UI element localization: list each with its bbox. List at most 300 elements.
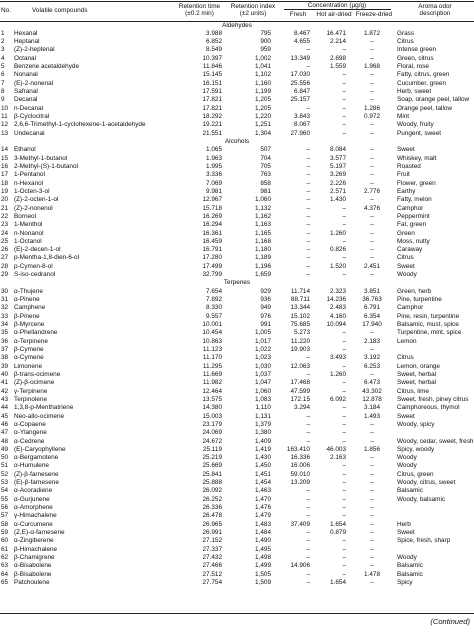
cell-hot-air-dried: – [342,88,346,96]
cell-no: 38 [1,354,9,362]
cell-compound: p-Cymen-8-ol [14,262,53,270]
cell-freeze-dried: – [370,487,374,495]
cell-fresh: 12.063 [290,362,310,370]
cell-no: 54 [1,487,9,495]
cell-compound: Benzene acetaldehyde [14,63,80,71]
table-row [0,196,474,204]
cell-fresh: 3.294 [294,404,310,412]
cell-freeze-dried: – [370,196,374,204]
cell-retention-index: 1,251 [255,121,271,129]
cell-compound: α-Gurjunene [14,495,50,503]
cell-hot-air-dried: – [342,79,346,87]
cell-hot-air-dried: 4.160 [330,312,346,320]
cell-odor: Sweet, herbal [397,379,437,387]
cell-freeze-dried: 43.302 [362,387,382,395]
cell-retention-index: 1,205 [255,104,271,112]
cell-odor: Pine, resin, turpentine [397,312,460,320]
cell-compound: Limonene [14,362,43,370]
cell-hot-air-dried: 2.483 [330,304,346,312]
cell-retention-index: 1,189 [255,254,271,262]
cell-retention-time: 18.292 [202,113,222,121]
cell-no: 37 [1,345,9,353]
cell-fresh: 15.102 [290,312,310,320]
table-row [0,571,474,579]
cell-retention-index: 1,030 [255,362,271,370]
cell-hot-air-dried: 2.226 [330,179,346,187]
header-freeze-dried: Freeze-dried [355,11,393,18]
table-row [0,529,474,537]
cell-freeze-dried: 1.968 [364,63,380,71]
cell-fresh: – [306,271,310,279]
table-row [0,55,474,63]
cell-no: 60 [1,537,9,545]
cell-odor: Sweet [397,262,415,270]
cell-freeze-dried: – [370,479,374,487]
table-row [0,413,474,421]
cell-compound: γ-Terpinene [14,387,48,395]
cell-retention-time: 25.669 [202,462,222,470]
cell-fresh: – [306,204,310,212]
cell-fresh: – [306,370,310,378]
table-row [0,496,474,504]
cell-compound: Octanal [14,54,37,62]
table-row [0,363,474,371]
cell-retention-index: 1,199 [255,88,271,96]
cell-compound: Camphene [14,304,46,312]
cell-odor: Balsamic [397,570,423,578]
cell-retention-index: 704 [260,154,271,162]
cell-freeze-dried: 36.763 [362,296,382,304]
table-row [0,80,474,88]
table-row [0,404,474,412]
cell-freeze-dried: – [370,578,374,586]
cell-hot-air-dried: – [342,553,346,561]
cell-retention-time: 26.336 [202,504,222,512]
group-heading: Aldehydes [222,21,252,29]
cell-hot-air-dried: – [342,470,346,478]
cell-fresh: – [306,196,310,204]
cell-retention-time: 7.892 [206,296,222,304]
cell-retention-index: 1,060 [255,387,271,395]
cell-retention-time: 27.512 [202,570,222,578]
cell-no: 42 [1,387,9,395]
cell-freeze-dried: – [370,537,374,545]
table-row [0,512,474,520]
cell-odor: Fruit [397,171,410,179]
table-row [0,462,474,470]
cell-retention-index: 1,163 [255,221,271,229]
cell-no: 3 [1,46,5,54]
cell-hot-air-dried: 3.577 [330,154,346,162]
table-row [0,429,474,437]
cell-fresh: 88.711 [290,296,310,304]
cell-freeze-dried: 6.354 [364,312,380,320]
cell-retention-index: 1,102 [255,71,271,79]
cell-hot-air-dried: – [342,96,346,104]
cell-odor: Green [397,229,415,237]
cell-odor: Earthy [397,187,416,195]
cell-hot-air-dried: 1.430 [330,196,346,204]
cell-hot-air-dried: 1.559 [330,63,346,71]
cell-freeze-dried: – [370,345,374,353]
cell-freeze-dried: – [370,46,374,54]
cell-no: 18 [1,179,9,187]
cell-retention-time: 27.432 [202,553,222,561]
cell-compound: β-Pinene [14,312,40,320]
cell-odor: Citrus, lime [397,387,429,395]
cell-no: 50 [1,454,9,462]
cell-retention-time: 17.499 [202,262,222,270]
cell-no: 32 [1,304,9,312]
cell-retention-index: 1,419 [255,445,271,453]
cell-compound: S-iso-cedranol [14,271,56,279]
cell-no: 24 [1,229,9,237]
cell-retention-index: 1,196 [255,262,271,270]
cell-no: 13 [1,129,9,137]
cell-retention-time: 16.151 [202,79,222,87]
cell-no: 58 [1,520,9,528]
cell-fresh: 11.220 [290,337,310,345]
cell-retention-index: 1,002 [255,54,271,62]
cell-no: 7 [1,79,5,87]
cell-freeze-dried: – [370,329,374,337]
cell-no: 48 [1,437,9,445]
cell-retention-time: 10.001 [202,321,222,329]
cell-no: 10 [1,104,9,112]
cell-retention-time: 17.591 [202,88,222,96]
cell-hot-air-dried: – [342,254,346,262]
cell-retention-index: 936 [260,296,271,304]
cell-retention-time: 16.269 [202,212,222,220]
cell-retention-index: 1,037 [255,370,271,378]
cell-fresh: – [306,237,310,245]
cell-no: 64 [1,570,9,578]
cell-fresh: 16.006 [290,462,310,470]
cell-hot-air-dried: 46.003 [326,445,346,453]
cell-retention-time: 15.145 [202,71,222,79]
cell-hot-air-dried: – [342,487,346,495]
cell-odor: Woody, citrus, sweet [397,479,456,487]
table-row [0,479,474,487]
cell-hot-air-dried: – [342,212,346,220]
cell-fresh: – [306,187,310,195]
cell-hot-air-dried: 3.493 [330,354,346,362]
cell-hot-air-dried: 14.236 [326,296,346,304]
cell-hot-air-dried: – [342,545,346,553]
cell-retention-time: 16.361 [202,229,222,237]
cell-hot-air-dried: – [342,387,346,395]
cell-odor: Woody, balsamic [397,495,446,503]
cell-odor: Sweet [397,146,415,154]
cell-freeze-dried: – [370,246,374,254]
cell-no: 55 [1,495,9,503]
cell-compound: Terpinolene [14,395,48,403]
cell-hot-air-dried: – [342,537,346,545]
cell-freeze-dried: – [370,229,374,237]
cell-odor: Camphor [397,204,424,212]
cell-retention-index: 1,430 [255,454,271,462]
cell-retention-time: 25.119 [202,445,222,453]
cell-odor: Citrus [397,38,414,46]
cell-hot-air-dried: – [342,562,346,570]
cell-retention-index: 1,083 [255,395,271,403]
cell-fresh: 47.599 [290,387,310,395]
cell-retention-index: 1,490 [255,537,271,545]
cell-hot-air-dried: 16.471 [326,29,346,37]
cell-compound: α-Bisabolene [14,562,52,570]
cell-retention-time: 26.965 [202,520,222,528]
cell-freeze-dried: 12.878 [362,395,382,403]
cell-retention-index: 929 [260,287,271,295]
cell-compound: α-Cedrene [14,437,45,445]
cell-fresh: 25.157 [290,96,310,104]
table-row [0,96,474,104]
table-row [0,446,474,454]
cell-hot-air-dried: 1.260 [330,229,346,237]
cell-retention-time: 16.459 [202,237,222,245]
cell-compound: 1-Pentanol [14,171,45,179]
cell-retention-time: 11.295 [202,362,222,370]
cell-odor: Woody [397,462,417,470]
cell-retention-index: 1,379 [255,420,271,428]
table-row [0,371,474,379]
cell-freeze-dried: 3.184 [364,404,380,412]
cell-freeze-dried: – [370,495,374,503]
concentration-rule [284,9,391,10]
cell-freeze-dried: – [370,254,374,262]
cell-freeze-dried: – [370,212,374,220]
cell-odor: Sweet, herbal [397,370,437,378]
cell-retention-time: 10.454 [202,329,222,337]
cell-retention-index: 763 [260,171,271,179]
cell-odor: Woody, fruity [397,121,434,129]
cell-odor: Soap, orange peel, tallow [397,96,470,104]
cell-fresh: – [306,487,310,495]
cell-compound: 2-Methyl-(S)-1-butanol [14,162,78,170]
cell-freeze-dried: – [370,462,374,470]
table-row [0,346,474,354]
cell-no: 1 [1,29,5,37]
cell-odor: Herb, sweet [397,88,432,96]
header-odor-line2: description [419,10,451,17]
table-row [0,421,474,429]
cell-hot-air-dried: – [342,429,346,437]
cell-freeze-dried: 1.856 [364,445,380,453]
cell-compound: (E)-Caryophyllene [14,445,66,453]
table-row [0,562,474,570]
cell-no: 12 [1,121,9,129]
cell-compound: α-Copaene [14,420,46,428]
cell-retention-index: 1,060 [255,196,271,204]
table-row [0,130,474,138]
cell-freeze-dried: – [370,179,374,187]
cell-fresh: – [306,437,310,445]
cell-compound: Ethanol [14,146,36,154]
cell-retention-index: 949 [260,304,271,312]
cell-compound: γ-Himachalene [14,512,57,520]
cell-fresh: 5.273 [294,329,310,337]
cell-odor: Citrus [397,354,414,362]
cell-freeze-dried: 2.183 [364,337,380,345]
cell-freeze-dried: 1.286 [364,104,380,112]
cell-compound: β-Bisabolene [14,570,52,578]
cell-freeze-dried: – [370,71,374,79]
cell-no: 2 [1,38,5,46]
cell-odor: Sweet, fresh, piney citrus [397,395,469,403]
cell-fresh: 75.685 [290,321,310,329]
header-ri-line2: (±2 units) [239,10,267,17]
cell-no: 45 [1,412,9,420]
cell-compound: α-Bergamotene [14,454,59,462]
cell-compound: 1-Menthol [14,221,43,229]
cell-retention-time: 26.991 [202,529,222,537]
cell-no: 59 [1,529,9,537]
cell-retention-index: 1,495 [255,545,271,553]
cell-hot-air-dried: 3.269 [330,171,346,179]
table-row [0,487,474,495]
cell-retention-time: 8.549 [206,46,222,54]
cell-compound: Hexanal [14,29,38,37]
cell-retention-index: 858 [260,179,271,187]
cell-odor: Lemon [397,337,417,345]
cell-compound: (E)-2-decen-1-ol [14,246,61,254]
cell-odor: Spicy [397,578,413,586]
cell-freeze-dried: 6.253 [364,362,380,370]
cell-retention-time: 7.069 [206,179,222,187]
cell-fresh: – [306,221,310,229]
cell-no: 9 [1,96,5,104]
cell-fresh: – [306,46,310,54]
cell-freeze-dried: – [370,520,374,528]
cell-compound: α-Terpinene [14,337,48,345]
cell-freeze-dried: 3.192 [364,354,380,362]
table-row [0,296,474,304]
cell-retention-time: 1.963 [206,154,222,162]
cell-retention-time: 16.294 [202,221,222,229]
cell-no: 27 [1,254,9,262]
cell-no: 44 [1,404,9,412]
cell-retention-time: 15.003 [202,412,222,420]
cell-retention-index: 1,470 [255,495,271,503]
cell-compound: (Z)-2-heptenal [14,46,55,54]
cell-hot-air-dried: 1.654 [330,520,346,528]
cell-odor: Citrus, green [397,470,434,478]
cell-hot-air-dried: – [342,362,346,370]
cell-odor: Fatty, citrus, green [397,71,450,79]
cell-fresh: – [306,512,310,520]
cell-no: 51 [1,462,9,470]
table-row [0,271,474,279]
cell-fresh: 16.336 [290,454,310,462]
cell-retention-index: 1,160 [255,79,271,87]
cell-retention-index: 795 [260,29,271,37]
cell-compound: 3-Methyl-1-butanol [14,154,68,162]
cell-retention-index: 1,380 [255,429,271,437]
cell-no: 49 [1,445,9,453]
cell-freeze-dried: 2.451 [364,262,380,270]
cell-odor: Citrus [397,254,414,262]
cell-freeze-dried: – [370,420,374,428]
cell-retention-index: 1,162 [255,212,271,220]
cell-odor: Woody [397,454,417,462]
cell-retention-index: 1,017 [255,337,271,345]
cell-compound: Heptanal [14,38,40,46]
table-row [0,521,474,529]
cell-compound: Borneol [14,212,37,220]
table-row [0,213,474,221]
cell-freeze-dried: – [370,221,374,229]
cell-retention-index: 705 [260,162,271,170]
table-row [0,379,474,387]
cell-fresh: – [306,429,310,437]
cell-odor: Sweet [397,529,415,537]
cell-hot-air-dried: – [342,462,346,470]
cell-freeze-dried: 3.851 [364,287,380,295]
cell-retention-time: 1.995 [206,162,222,170]
cell-no: 56 [1,504,9,512]
cell-retention-time: 27.152 [202,537,222,545]
cell-hot-air-dried: 0.826 [330,246,346,254]
cell-fresh: – [306,254,310,262]
cell-retention-index: 1,165 [255,229,271,237]
cell-retention-index: 507 [260,146,271,154]
cell-no: 43 [1,395,9,403]
cell-retention-time: 8.330 [206,304,222,312]
cell-fresh: 25.556 [290,79,310,87]
cell-fresh: 4.655 [294,38,310,46]
cell-no: 41 [1,379,9,387]
cell-retention-time: 13.575 [202,395,222,403]
cell-hot-air-dried: 1.520 [330,262,346,270]
cell-odor: Cucumber, green [397,79,447,87]
cell-hot-air-dried: 6.092 [330,395,346,403]
cell-compound: α-Humulene [14,462,49,470]
cell-no: 57 [1,512,9,520]
cell-fresh: – [306,545,310,553]
cell-retention-index: 1,483 [255,520,271,528]
cell-retention-time: 27.754 [202,578,222,586]
cell-odor: Lemon, orange [397,362,440,370]
cell-freeze-dried: – [370,545,374,553]
table-row [0,396,474,404]
cell-no: 35 [1,329,9,337]
cell-retention-time: 19.221 [202,121,222,129]
cell-fresh: – [306,537,310,545]
cell-compound: Neo-allo-ocimene [14,412,65,420]
cell-hot-air-dried: – [342,512,346,520]
cell-retention-time: 25.219 [202,454,222,462]
cell-compound: (Z)-2-nonenol [14,204,53,212]
cell-compound: 1,3,8-p-Menthatriene [14,404,74,412]
cell-retention-time: 15.718 [202,204,222,212]
cell-retention-index: 1,463 [255,487,271,495]
cell-compound: α-Amorphene [14,504,53,512]
table-row [0,254,474,262]
cell-compound: β-trans-ocimene [14,370,61,378]
cell-compound: β-Himachalene [14,545,58,553]
table-row [0,146,474,154]
table-row [0,30,474,38]
cell-retention-time: 24.069 [202,429,222,437]
cell-no: 16 [1,162,9,170]
header-ri-line1: Retention index [230,3,276,10]
cell-hot-air-dried: – [342,129,346,137]
cell-retention-index: 981 [260,187,271,195]
cell-fresh: 13.349 [290,54,310,62]
cell-no: 34 [1,321,9,329]
table-row [0,321,474,329]
table-row [0,63,474,71]
